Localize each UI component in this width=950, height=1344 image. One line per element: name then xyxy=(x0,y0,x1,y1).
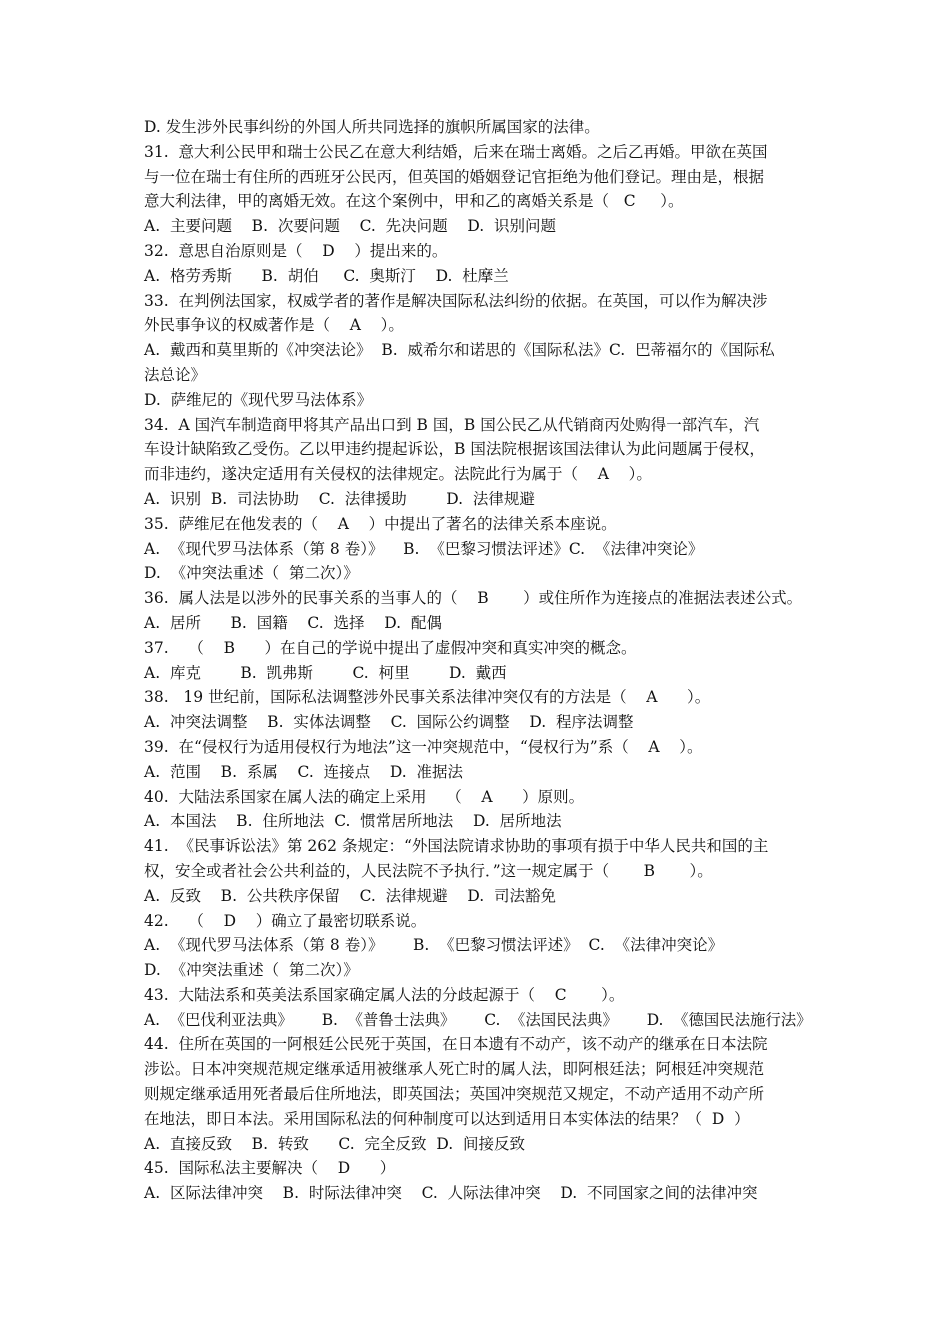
text-line: D. 萨维尼的《现代罗马法体系》 xyxy=(144,390,373,409)
text-line: A. 冲突法调整 B. 实体法调整 C. 国际公约调整 D. 程序法调整 xyxy=(144,713,634,732)
text-line: 39. 在“侵权行为适用侵权行为地法”这一冲突规范中，“侵权行为”系（ A ）。 xyxy=(144,737,703,756)
text-line: 40. 大陆法系国家在属人法的确定上采用 （ A ）原则。 xyxy=(144,787,585,806)
text-line: A. 本国法 B. 住所地法 C. 惯常居所地法 D. 居所地法 xyxy=(144,812,562,831)
text-line: 意大利法律，甲的离婚无效。在这个案例中，甲和乙的离婚关系是（ C ）。 xyxy=(144,192,684,211)
text-line: 45. 国际私法主要解决（ D ） xyxy=(144,1159,396,1178)
text-line: 涉讼。日本冲突规范规定继承适用被继承人死亡时的属人法，即阿根廷法；阿根廷冲突规范 xyxy=(144,1060,765,1079)
text-line: 34. A 国汽车制造商甲将其产品出口到 B 国，B 国公民乙从代销商丙处购得一部汽车，汽 xyxy=(144,415,760,434)
text-line: 44. 住所在英国的一阿根廷公民死于英国，在日本遗有不动产，该不动产的继承在日本法院 xyxy=(144,1035,768,1054)
text-line: A. 戴西和莫里斯的《冲突法论》 B. 威希尔和诺思的《国际私法》C. 巴蒂福尔的《国际私 xyxy=(144,341,775,360)
text-line: 与一位在瑞士有住所的西班牙公民丙，但英国的婚姻登记官拒绝为他们登记。理由是，根据 xyxy=(144,167,765,186)
text-line: A. 主要问题 B. 次要问题 C. 先决问题 D. 识别问题 xyxy=(144,217,557,236)
text-line: A. 《巴伐利亚法典》 B. 《普鲁士法典》 C. 《法国民法典》 D. 《德国民法施行法》 xyxy=(144,1010,812,1029)
text-line: D. 《冲突法重述（ 第二次）》 xyxy=(144,961,359,980)
text-line: A. 识别 B. 司法协助 C. 法律援助 D. 法律规避 xyxy=(144,489,535,508)
text-line: 35. 萨维尼在他发表的（ A ）中提出了著名的法律关系本座说。 xyxy=(144,514,617,533)
text-line: 31. 意大利公民甲和瑞士公民乙在意大利结婚，后来在瑞士离婚。之后乙再婚。甲欲在英国 xyxy=(144,142,768,161)
text-line: D. 发生涉外民事纠纷的外国人所共同选择的旗帜所属国家的法律。 xyxy=(144,118,600,136)
text-line: 38. 19 世纪前，国际私法调整涉外民事关系法律冲突仅有的方法是（ A ）。 xyxy=(144,688,711,707)
text-line: 法总论》 xyxy=(144,365,207,384)
text-line: 42. （ D ）确立了最密切联系说。 xyxy=(144,911,427,930)
text-line: 在地法，即日本法。采用国际私法的何种制度可以达到适用日本实体法的结果？（ D ） xyxy=(144,1109,750,1128)
text-line: 36. 属人法是以涉外的民事关系的当事人的（ B ）或住所作为连接点的准据法表述公式。 xyxy=(144,589,803,608)
text-line: 而非违约，遂决定适用有关侵权的法律规定。法院此行为属于（ A ）。 xyxy=(144,465,652,484)
text-line: D. 《冲突法重述（ 第二次）》 xyxy=(144,564,359,583)
text-line: A. 反致 B. 公共秩序保留 C. 法律规避 D. 司法豁免 xyxy=(144,886,557,905)
text-line: 则规定继承适用死者最后住所地法，即英国法；英国冲突规范又规定，不动产适用不动产所 xyxy=(144,1085,765,1104)
text-line: A. 《现代罗马法体系（第 8 卷）》 B. 《巴黎习惯法评述》 C. 《法律冲突论》 xyxy=(144,936,724,955)
text-line: A. 居所 B. 国籍 C. 选择 D. 配偶 xyxy=(144,613,442,632)
text-line: 43. 大陆法系和英美法系国家确定属人法的分歧起源于（ C ）。 xyxy=(144,985,625,1004)
text-line: A. 库克 B. 凯弗斯 C. 柯里 D. 戴西 xyxy=(144,663,507,682)
text-line: 32. 意思自治原则是（ D ）提出来的。 xyxy=(144,241,448,260)
text-line: A. 范围 B. 系属 C. 连接点 D. 准据法 xyxy=(144,762,464,781)
text-line: 33. 在判例法国家，权威学者的著作是解决国际私法纠纷的依据。在英国，可以作为解决涉 xyxy=(144,291,768,310)
text-line: A. 格劳秀斯 B. 胡伯 C. 奥斯汀 D. 杜摩兰 xyxy=(144,266,509,285)
text-line: 外民事争议的权威著作是（ A ）。 xyxy=(144,316,404,335)
text-line: 37. （ B ）在自己的学说中提出了虚假冲突和真实冲突的概念。 xyxy=(144,638,637,657)
text-line: A. 直接反致 B. 转致 C. 完全反致 D. 间接反致 xyxy=(144,1134,526,1153)
text-line: A. 《现代罗马法体系（第 8 卷）》 B. 《巴黎习惯法评述》C. 《法律冲突论》 xyxy=(144,539,704,558)
text-line: 权，安全或者社会公共利益的，人民法院不予执行．”这一规定属于（ B ）。 xyxy=(144,861,713,880)
text-line: 车设计缺陷致乙受伤。乙以甲违约提起诉讼，B 国法院根据该国法律认为此问题属于侵权， xyxy=(144,440,765,459)
document-page xyxy=(144,115,812,1206)
text-line: 41. 《民事诉讼法》第 262 条规定：“外国法院请求协助的事项有损于中华人民共和国的主 xyxy=(144,837,769,856)
text-line: A. 区际法律冲突 B. 时际法律冲突 C. 人际法律冲突 D. 不同国家之间的法律冲突 xyxy=(144,1184,758,1203)
